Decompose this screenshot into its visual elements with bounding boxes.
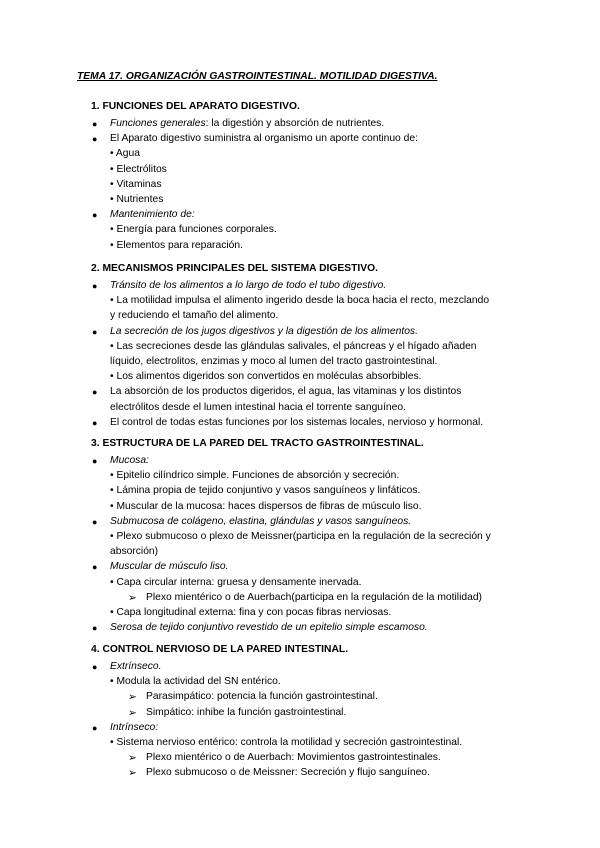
list-item-text: : la digestión y absorción de nutrientes. <box>205 118 385 129</box>
arrow-bullet-icon: ➢ <box>128 768 137 780</box>
sub-list-item: • Sistema nervioso entérico: controla la motilidad y secreción gastrointestinal. <box>110 737 463 748</box>
section-heading: 2. MECANISMOS PRINCIPALES DEL SISTEMA DIGESTIVO. <box>91 263 379 274</box>
arrow-list-item: Plexo submucoso o de Meissner: Secreción y flujo sanguíneo. <box>146 767 430 779</box>
list-item: Mantenimiento de: <box>110 209 195 221</box>
bullet-dot-icon: ● <box>92 281 98 291</box>
sub-list-item: • Electrólitos <box>110 163 167 175</box>
sub-list-item: • Epitelio cilíndrico simple. Funciones de absorción y secreción. <box>110 470 400 482</box>
section-heading: 4. CONTROL NERVIOSO DE LA PARED INTESTINAL. <box>91 644 349 655</box>
sub-list-item: • Energía para funciones corporales. <box>110 224 277 236</box>
sub-list-item: • Vitaminas <box>110 178 162 190</box>
sub-list-item: • Plexo submucoso o plexo de Meissner(participa en la regulación de la secreción y <box>110 531 491 542</box>
bullet-dot-icon: ● <box>92 119 98 129</box>
sub-list-item: • Capa longitudinal externa: fina y con pocas fibras nerviosas. <box>110 607 392 618</box>
sub-list-item: • Elementos para reparación. <box>110 239 243 251</box>
bullet-dot-icon: ● <box>92 417 98 428</box>
list-item: La secreción de los jugos digestivos y la digestión de los alimentos. <box>110 325 418 337</box>
list-item-emphasis: Funciones generales <box>110 118 206 129</box>
list-item: La absorción de los productos digeridos, el agua, las vitaminas y los distintos <box>110 386 462 398</box>
arrow-bullet-icon: ➢ <box>128 692 137 704</box>
sub-list-item: • Las secreciones desde las glándulas salivales, el páncreas y el hígado añaden <box>110 340 477 352</box>
section-heading: 1. FUNCIONES DEL APARATO DIGESTIVO. <box>91 101 300 112</box>
bullet-dot-icon: ● <box>92 456 98 466</box>
continuation-line: y reduciendo el tamaño del alimento. <box>110 310 279 322</box>
list-item: Serosa de tejido conjuntivo revestido de un epitelio simple escamoso. <box>110 622 428 634</box>
bullet-dot-icon: ● <box>92 210 98 221</box>
sub-list-item: • Nutrientes <box>110 194 164 205</box>
arrow-bullet-icon: ➢ <box>128 707 137 719</box>
sub-list-item: • Modula la actividad del SN entérico. <box>110 676 281 688</box>
bullet-dot-icon: ● <box>92 134 98 145</box>
list-item: Mucosa: <box>110 455 149 466</box>
bullet-dot-icon: ● <box>92 623 98 634</box>
arrow-list-item: Simpático: inhibe la función gastrointestinal. <box>146 706 347 718</box>
bullet-dot-icon: ● <box>92 516 98 527</box>
sub-list-item: • Los alimentos digeridos son convertidos en moléculas absorbibles. <box>110 371 422 383</box>
arrow-list-item: Parasimpático: potencia la función gastrointestinal. <box>146 691 378 703</box>
bullet-dot-icon: ● <box>92 562 98 573</box>
arrow-bullet-icon: ➢ <box>128 592 137 604</box>
list-item: Intrínseco: <box>110 721 159 733</box>
list-item: Extrínseco. <box>110 661 162 672</box>
arrow-list-item: Plexo mientérico o de Auerbach: Movimientos gastrointestinales. <box>146 752 441 764</box>
sub-list-item: • Agua <box>110 148 140 160</box>
list-item: Tránsito de los alimentos a lo largo de todo el tubo digestivo. <box>110 280 387 291</box>
list-item: El control de todas estas funciones por los sistemas locales, nervioso y hormonal. <box>110 416 484 428</box>
sub-list-item: • La motilidad impulsa el alimento ingerido desde la boca hacia el recto, mezclando <box>110 295 490 307</box>
continuation-line: absorción) <box>110 546 159 558</box>
continuation-line: electrólitos desde el lumen intestinal hacia el torrente sanguíneo. <box>110 401 406 413</box>
list-item: El Aparato digestivo suministra al organismo un aporte continuo de: <box>110 133 418 145</box>
bullet-dot-icon: ● <box>92 387 98 398</box>
document-title: TEMA 17. ORGANIZACIÓN GASTROINTESTINAL. MOTILIDAD DIGESTIVA. <box>77 71 438 82</box>
list-item: Muscular de músculo liso. <box>110 561 229 573</box>
sub-list-item: • Lámina propia de tejido conjuntivo y vasos sanguíneos y linfáticos. <box>110 485 421 497</box>
sub-list-item: • Muscular de la mucosa: haces dispersos de fibras de músculo liso. <box>110 500 422 512</box>
continuation-line: líquido, electrolitos, enzimas y moco al lumen del tracto gastrointestinal. <box>110 356 438 367</box>
bullet-dot-icon: ● <box>92 662 98 672</box>
arrow-list-item: Plexo mientérico o de Auerbach(participa en la regulación de la motilidad) <box>146 591 482 603</box>
arrow-bullet-icon: ➢ <box>128 753 137 765</box>
section-heading: 3. ESTRUCTURA DE LA PARED DEL TRACTO GASTROINTESTINAL. <box>91 438 424 449</box>
list-item <box>110 118 384 130</box>
sub-list-item: • Capa circular interna: gruesa y densamente inervada. <box>110 576 362 588</box>
list-item: Submucosa de colágeno, elastina, glándulas y vasos sanguíneos. <box>110 515 412 527</box>
bullet-dot-icon: ● <box>92 722 98 733</box>
bullet-dot-icon: ● <box>92 326 98 337</box>
